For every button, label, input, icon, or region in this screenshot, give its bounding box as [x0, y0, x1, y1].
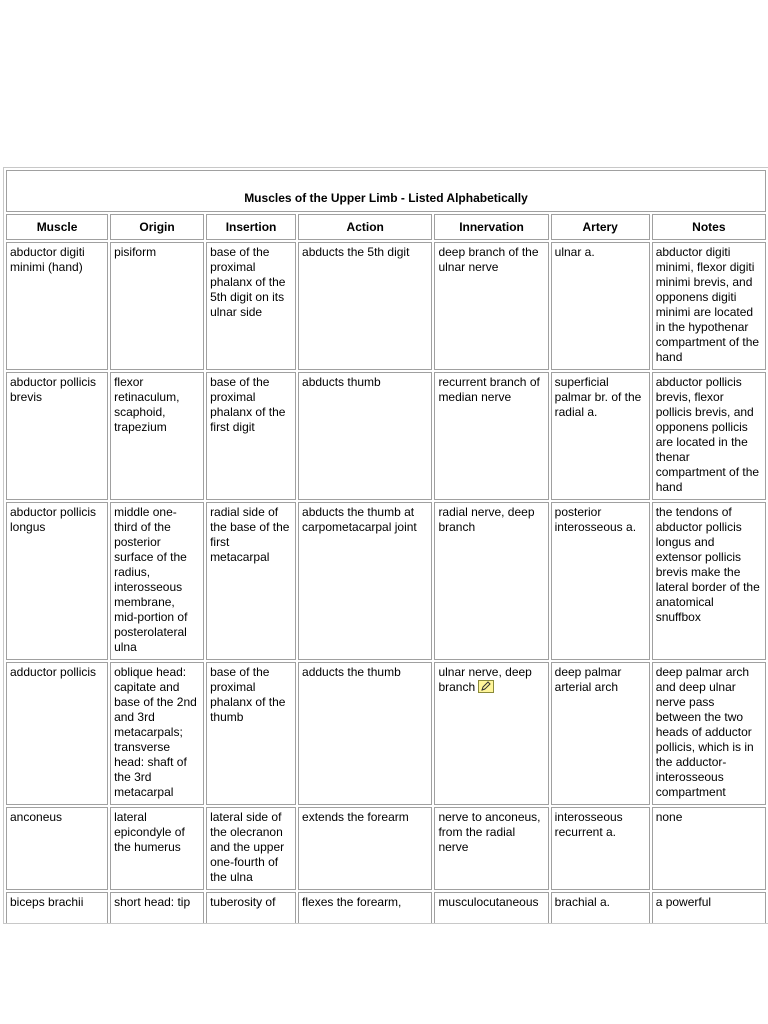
pencil-note-icon[interactable] — [478, 680, 494, 693]
table-row — [6, 662, 766, 805]
table-cell: abductor pollicis longus — [6, 502, 108, 660]
table-cell: abductor pollicis brevis, flexor pollicis brevis, and opponens pollicis are located in the thenar compartment of the hand — [652, 372, 766, 500]
table-cell: the tendons of abductor pollicis longus and extensor pollicis brevis make the lateral border of the anatomical snuffbox — [652, 502, 766, 660]
table-cell: adductor pollicis — [6, 662, 108, 805]
column-header-innervation: Innervation — [434, 214, 548, 240]
column-header-artery: Artery — [551, 214, 650, 240]
table-cell: oblique head: capitate and base of the 2nd and 3rd metacarpals; transverse head: shaft of the 3rd metacarpal — [110, 662, 204, 805]
table-cell: radial side of the base of the first metacarpal — [206, 502, 296, 660]
document-viewport — [3, 167, 768, 924]
table-row — [6, 807, 766, 890]
table-cell: base of the proximal phalanx of the first digit — [206, 372, 296, 500]
table-cell: abductor digiti minimi, flexor digiti minimi brevis, and opponens digiti minimi are located in the hypothenar compartment of the hand — [652, 242, 766, 370]
table-cell: nerve to anconeus, from the radial nerve — [434, 807, 548, 890]
table-row — [6, 502, 766, 660]
column-header-action: Action — [298, 214, 432, 240]
table-cell: interosseous recurrent a. — [551, 807, 650, 890]
table-cell: radial nerve, deep branch — [434, 502, 548, 660]
column-header-notes: Notes — [652, 214, 766, 240]
column-header-muscle: Muscle — [6, 214, 108, 240]
table-cell: lateral side of the olecranon and the upper one-fourth of the ulna — [206, 807, 296, 890]
table-row — [6, 242, 766, 370]
table-cell: abducts thumb — [298, 372, 432, 500]
table-cell: base of the proximal phalanx of the thumb — [206, 662, 296, 805]
table-cell: adducts the thumb — [298, 662, 432, 805]
table-cell: superficial palmar br. of the radial a. — [551, 372, 650, 500]
column-header-origin: Origin — [110, 214, 204, 240]
table-cell: abducts the 5th digit — [298, 242, 432, 370]
table-row — [6, 892, 766, 924]
table-cell: lateral epicondyle of the humerus — [110, 807, 204, 890]
caption-row — [6, 170, 766, 212]
table-cell: anconeus — [6, 807, 108, 890]
header-row — [6, 214, 766, 240]
table-cell: abductor pollicis brevis — [6, 372, 108, 500]
table-cell: ulnar a. — [551, 242, 650, 370]
muscles-table — [4, 168, 768, 924]
table-cell: pisiform — [110, 242, 204, 370]
table-cell: abducts the thumb at carpometacarpal joint — [298, 502, 432, 660]
table-cell: recurrent branch of median nerve — [434, 372, 548, 500]
table-cell: flexor retinaculum, scaphoid, trapezium — [110, 372, 204, 500]
table-cell: deep branch of the ulnar nerve — [434, 242, 548, 370]
table-cell-text: ulnar nerve, deep branch — [438, 665, 532, 694]
table-cell: tuberosity of — [206, 892, 296, 924]
table-cell: deep palmar arch and deep ulnar nerve pass between the two heads of adductor pollicis, which is in the adductor-interosseous compartment — [652, 662, 766, 805]
table-row — [6, 372, 766, 500]
table-cell: none — [652, 807, 766, 890]
table-cell: flexes the forearm, — [298, 892, 432, 924]
table-cell: middle one-third of the posterior surface of the radius, interosseous membrane, mid-portion of posterolateral ulna — [110, 502, 204, 660]
table-caption: Muscles of the Upper Limb - Listed Alphabetically — [6, 170, 766, 212]
table-cell: biceps brachii — [6, 892, 108, 924]
table-cell: a powerful — [652, 892, 766, 924]
table-cell: extends the forearm — [298, 807, 432, 890]
table-cell: musculocutaneous — [434, 892, 548, 924]
table-cell: deep palmar arterial arch — [551, 662, 650, 805]
table-cell: abductor digiti minimi (hand) — [6, 242, 108, 370]
table-cell: base of the proximal phalanx of the 5th digit on its ulnar side — [206, 242, 296, 370]
table-cell: posterior interosseous a. — [551, 502, 650, 660]
table-cell: brachial a. — [551, 892, 650, 924]
table-cell — [434, 662, 548, 805]
table-cell: short head: tip — [110, 892, 204, 924]
column-header-insertion: Insertion — [206, 214, 296, 240]
